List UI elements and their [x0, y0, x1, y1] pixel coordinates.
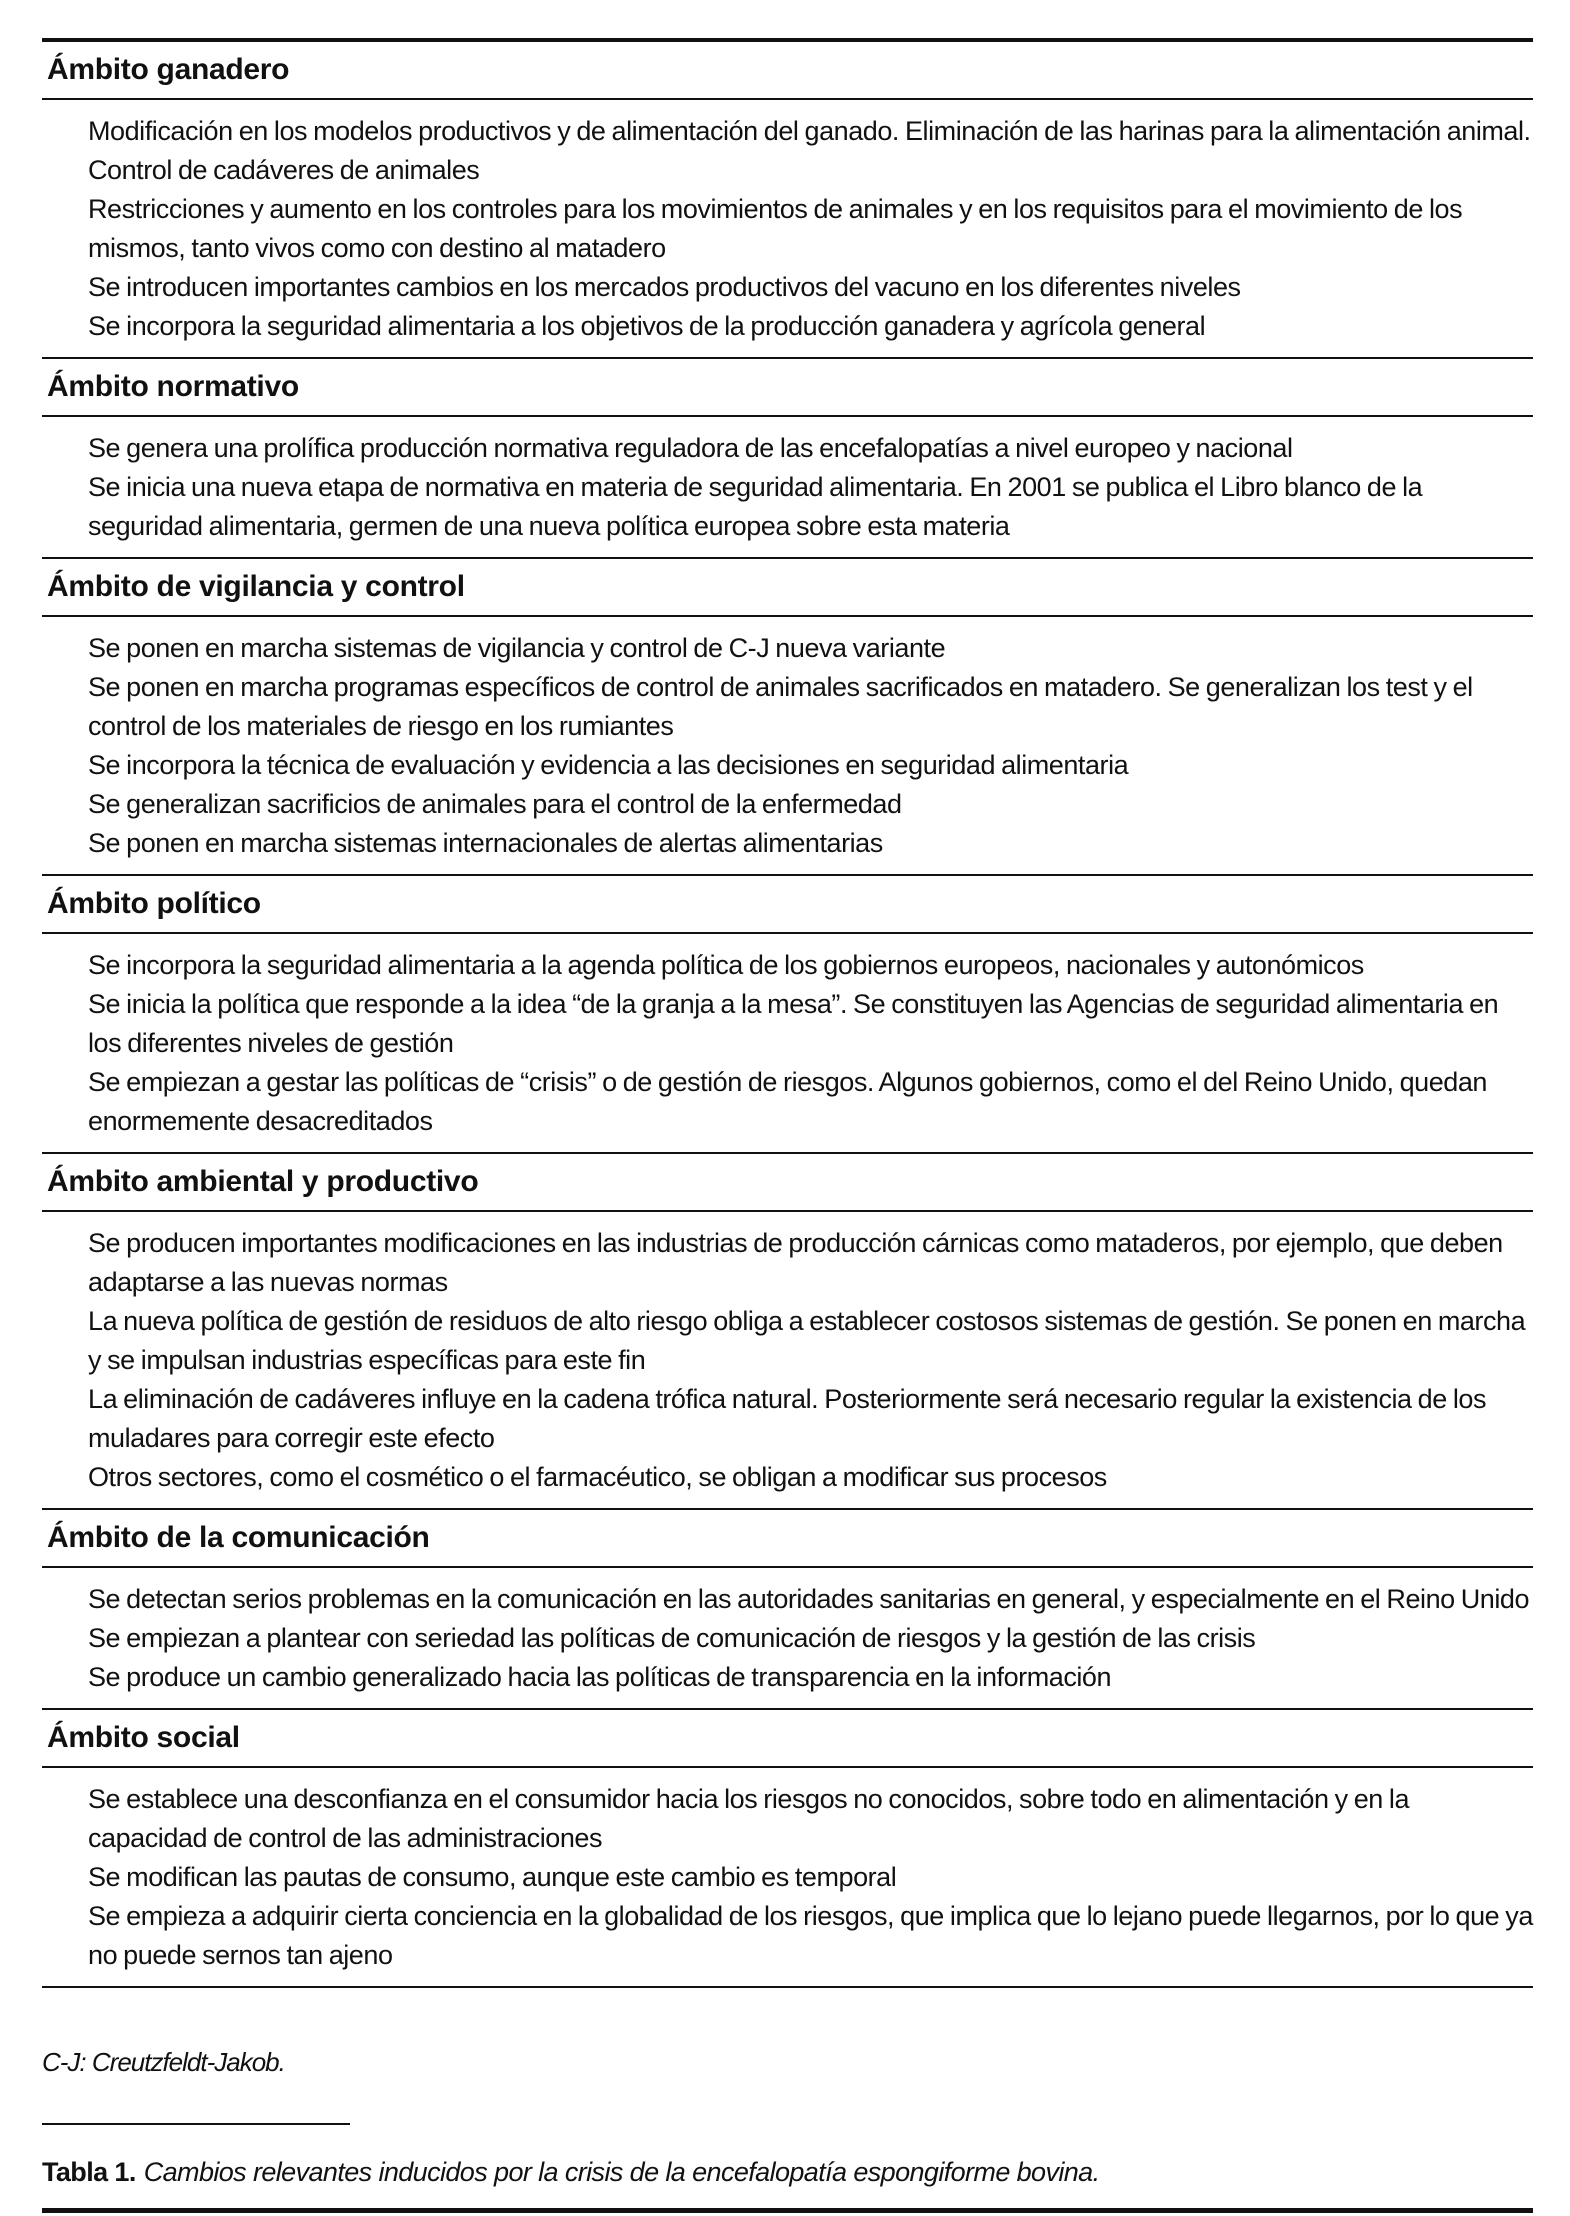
list-item: Se detectan serios problemas en la comunicación en las autoridades sanitarias en general, y especialmente en el Reino Unido	[88, 1584, 1530, 1614]
list-item: Se empieza a adquirir cierta conciencia en la globalidad de los riesgos, que implica que lo lejano puede llegarnos, por lo que ya no puede sernos tan ajeno	[88, 1901, 1533, 1970]
list-item: Se ponen en marcha sistemas de vigilancia y control de C-J nueva variante	[88, 633, 946, 663]
section-heading: Ámbito ambiental y productivo	[42, 1154, 1533, 1212]
list-item: Se incorpora la seguridad alimentaria a la agenda política de los gobiernos europeos, nacionales y autonómicos	[88, 950, 1364, 980]
list-item: Restricciones y aumento en los controles para los movimientos de animales y en los requisitos para el movimiento de los mismos, tanto vivos como con destino al matadero	[88, 194, 1463, 263]
changes-table	[42, 38, 1533, 1988]
table-section	[42, 42, 1533, 359]
list-item: Se generalizan sacrificios de animales para el control de la enfermedad	[88, 789, 902, 819]
section-heading: Ámbito de la comunicación	[42, 1510, 1533, 1568]
list-item: Se ponen en marcha sistemas internacionales de alertas alimentarias	[88, 828, 883, 858]
table-section	[42, 876, 1533, 1154]
table-section	[42, 1510, 1533, 1710]
section-body	[42, 934, 1533, 1154]
list-item: Se produce un cambio generalizado hacia las políticas de transparencia en la información	[88, 1662, 1112, 1692]
list-item: Se introducen importantes cambios en los mercados productivos del vacuno en los diferentes niveles	[88, 272, 1241, 302]
section-body	[42, 417, 1533, 559]
section-body	[42, 1768, 1533, 1988]
list-item: Se inicia la política que responde a la idea “de la granja a la mesa”. Se constituyen las Agencias de seguridad alimentaria en los diferentes niveles de gestión	[88, 989, 1499, 1058]
table-section	[42, 1710, 1533, 1988]
list-item: Se inicia una nueva etapa de normativa en materia de seguridad alimentaria. En 2001 se publica el Libro blanco de la seguridad alimentaria, germen de una nueva política europea sobre esta materia	[88, 472, 1423, 541]
section-body	[42, 617, 1533, 876]
section-body	[42, 1568, 1533, 1710]
list-item: Se empiezan a gestar las políticas de “crisis” o de gestión de riesgos. Algunos gobiernos, como el del Reino Unido, quedan enormemente desacreditados	[88, 1067, 1487, 1136]
list-item: Se incorpora la técnica de evaluación y evidencia a las decisiones en seguridad alimentaria	[88, 750, 1129, 780]
table-section	[42, 1154, 1533, 1510]
list-item: Se modifican las pautas de consumo, aunque este cambio es temporal	[88, 1862, 897, 1892]
list-item: La eliminación de cadáveres influye en la cadena trófica natural. Posteriormente será necesario regular la existencia de los muladares para corregir este efecto	[88, 1384, 1487, 1453]
section-body	[42, 1212, 1533, 1510]
section-heading: Ámbito de vigilancia y control	[42, 559, 1533, 617]
list-item: Se empiezan a plantear con seriedad las políticas de comunicación de riesgos y la gestión de las crisis	[88, 1623, 1256, 1653]
table-section	[42, 559, 1533, 876]
list-item: Se producen importantes modificaciones en las industrias de producción cárnicas como mataderos, por ejemplo, que deben adaptarse a las nuevas normas	[88, 1228, 1503, 1297]
footnote-divider	[42, 2123, 350, 2125]
table-footnote: C-J: Creutzfeldt-Jakob.	[42, 2047, 285, 2077]
caption-text: Cambios relevantes inducidos por la crisis de la encefalopatía espongiforme bovina.	[143, 2157, 1100, 2187]
list-item: Otros sectores, como el cosmético o el farmacéutico, se obligan a modificar sus procesos	[88, 1462, 1107, 1492]
table-caption	[42, 2157, 1100, 2188]
section-heading: Ámbito normativo	[42, 359, 1533, 417]
list-item: Se establece una desconfianza en el consumidor hacia los riesgos no conocidos, sobre todo en alimentación y en la capacidad de control de las administraciones	[88, 1784, 1410, 1853]
section-body	[42, 100, 1533, 359]
list-item: Se ponen en marcha programas específicos de control de animales sacrificados en matadero. Se generalizan los test y el control de los materiales de riesgo en los rumiantes	[88, 672, 1473, 741]
list-item: Se incorpora la seguridad alimentaria a los objetivos de la producción ganadera y agrícola general	[88, 311, 1206, 341]
list-item: Se genera una prolífica producción normativa reguladora de las encefalopatías a nivel europeo y nacional	[88, 433, 1293, 463]
table-section	[42, 359, 1533, 559]
caption-label: Tabla 1.	[42, 2157, 136, 2187]
list-item: Modificación en los modelos productivos y de alimentación del ganado. Eliminación de las harinas para la alimentación animal. Control de cadáveres de animales	[88, 116, 1531, 185]
section-heading: Ámbito político	[42, 876, 1533, 934]
section-heading: Ámbito ganadero	[42, 42, 1533, 100]
list-item: La nueva política de gestión de residuos de alto riesgo obliga a establecer costosos sistemas de gestión. Se ponen en marcha y se impulsan industrias específicas para este fin	[88, 1306, 1526, 1375]
section-heading: Ámbito social	[42, 1710, 1533, 1768]
bottom-rule	[42, 2208, 1533, 2213]
